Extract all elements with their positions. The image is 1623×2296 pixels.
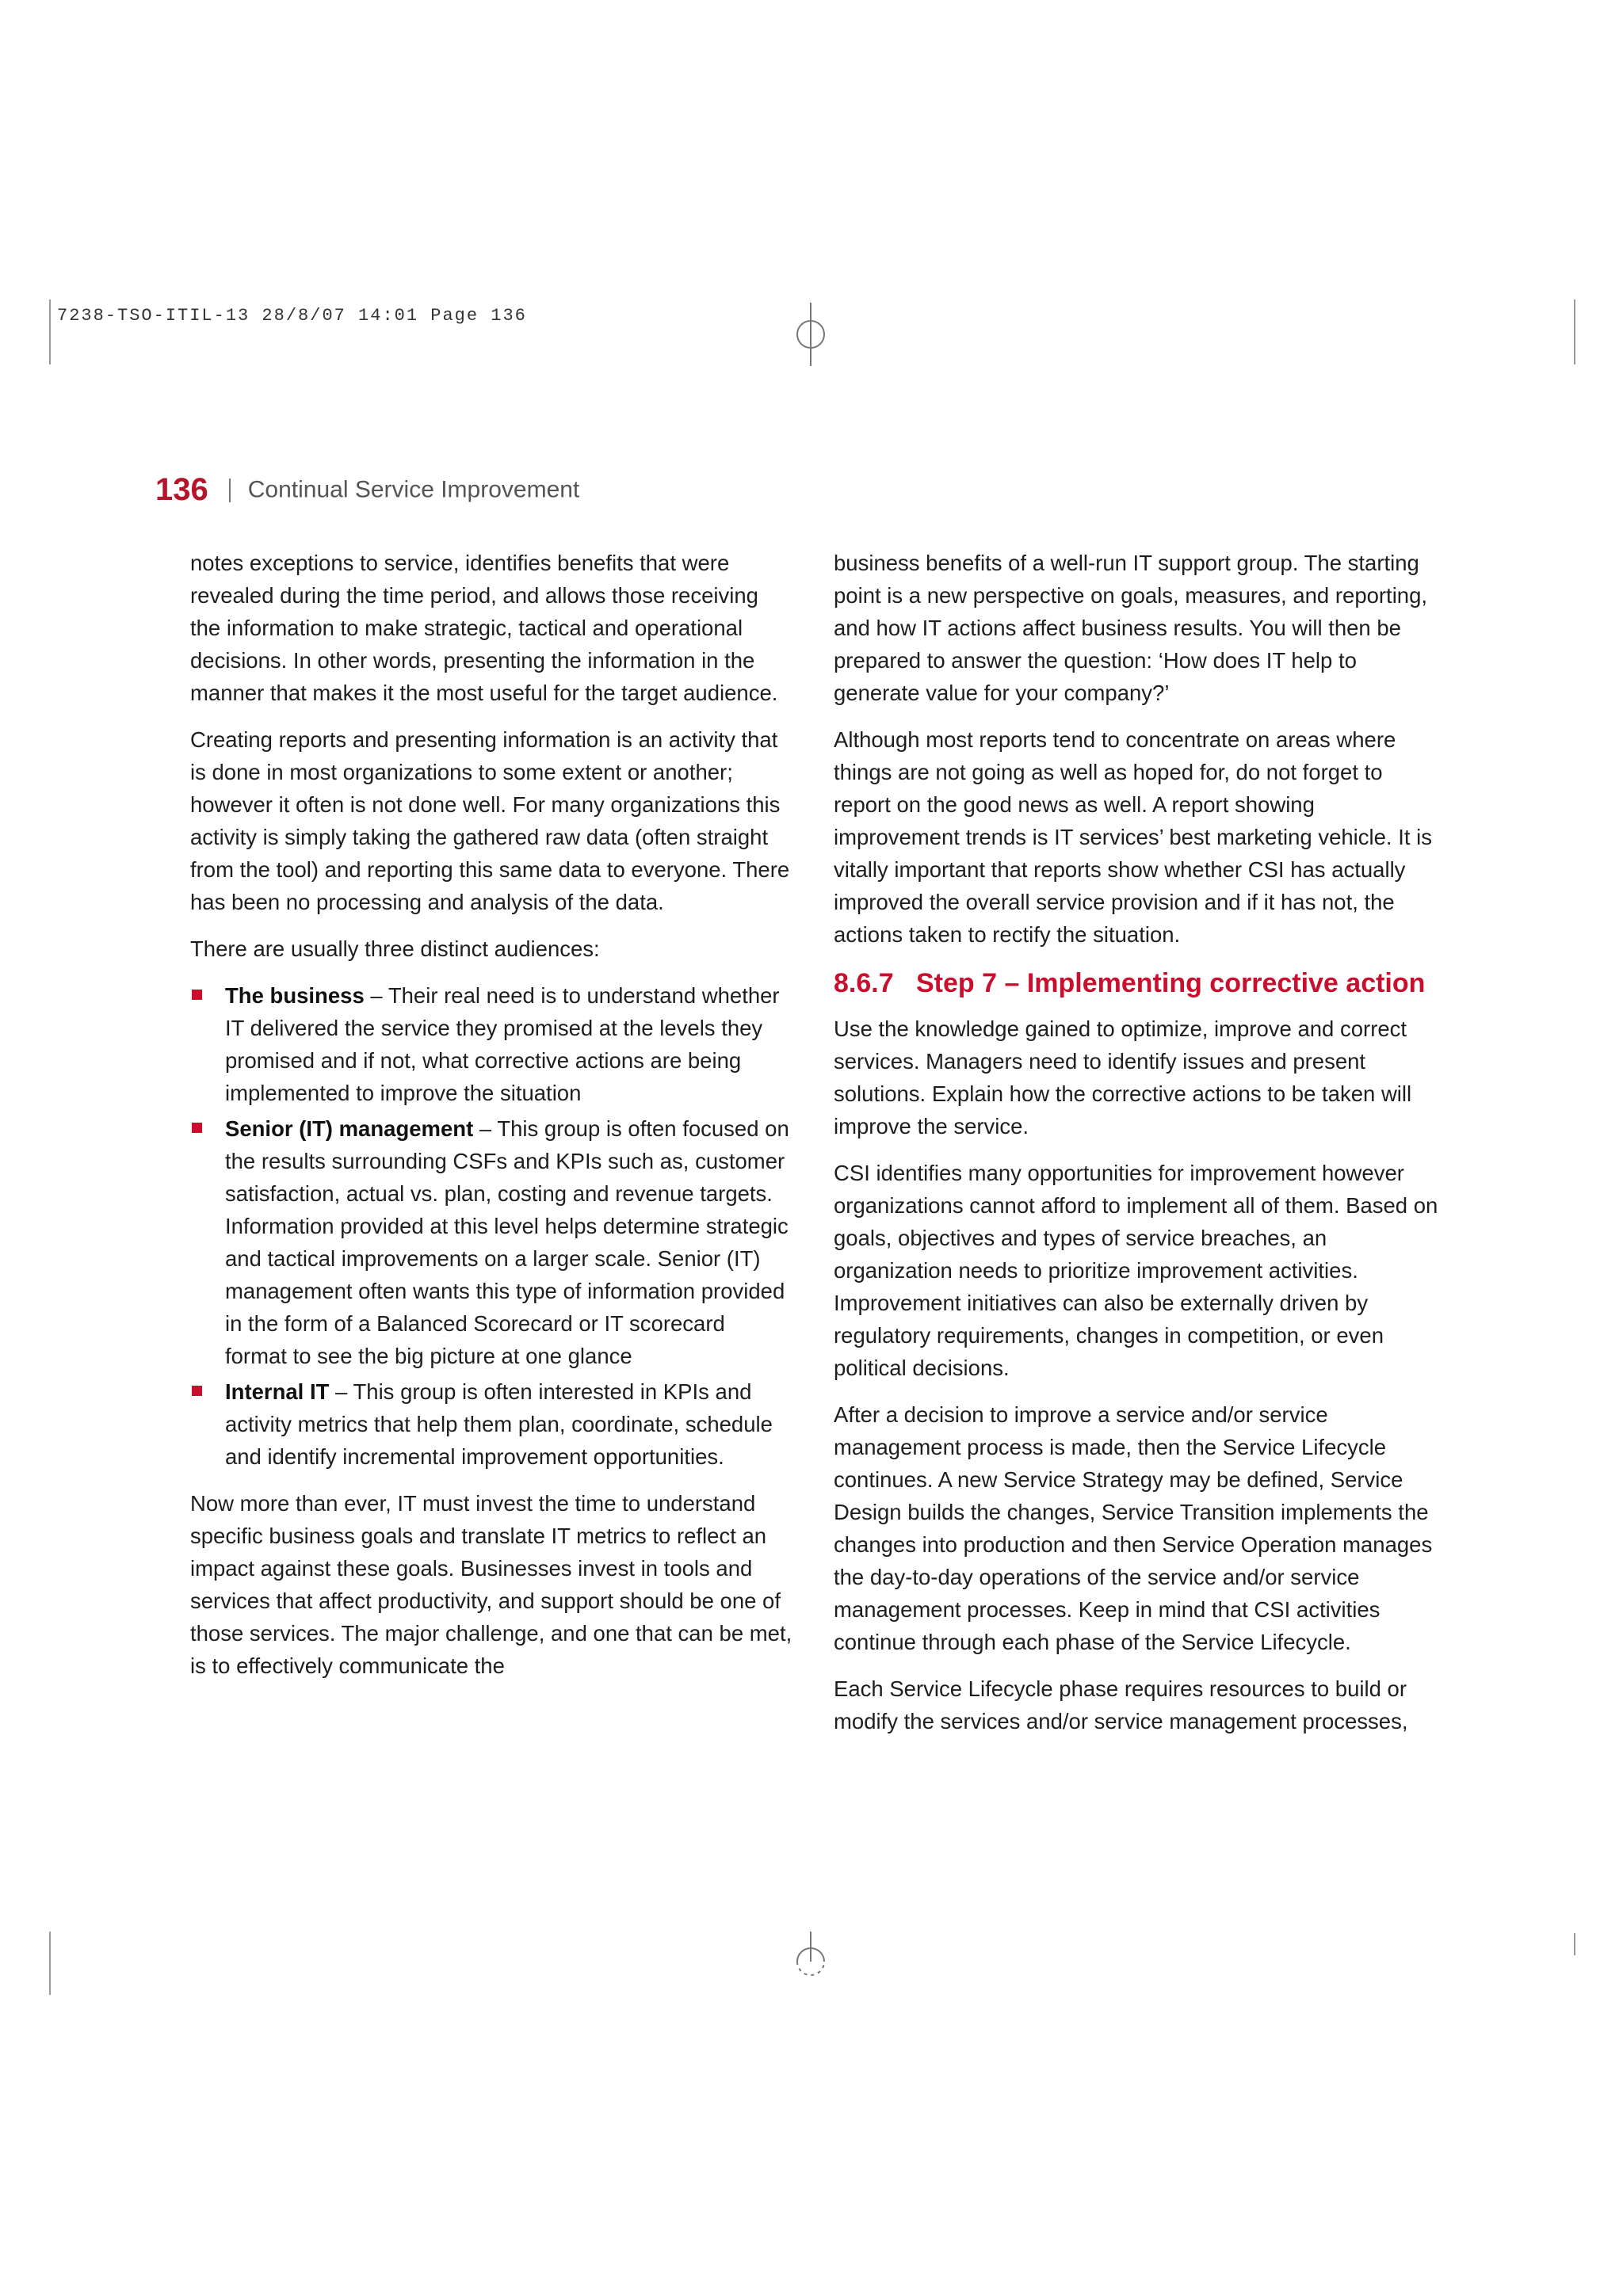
registration-mark-icon [791, 303, 831, 366]
list-item [190, 1375, 792, 1473]
list-item [190, 979, 792, 1109]
body-paragraph: Use the knowledge gained to optimize, improve and correct services. Managers need to identify issues and present solutions. Explain how the corrective actions to be taken will improve the service. [834, 1016, 1412, 1138]
list-item [190, 1112, 792, 1372]
body-paragraph: business benefits of a well-run IT support group. The starting point is a new perspective on goals, measures, and reporting, and how IT actions affect business results. You will then be prepared to answer the question: ‘How does IT help to generate value for your company?’ [834, 551, 1428, 705]
list-item-text: – This group is often focused on the results surrounding CSFs and KPIs such as, customer satisfaction, actual vs. plan, costing and revenue targets. Information provided at this level helps determine strategic and tactical improvements on a larger scale. Senior (IT) management often wants this type of information provided in the form of a Balanced Scorecard or IT scorecard format to see the big picture at one glance [225, 1116, 789, 1368]
body-paragraph: Creating reports and presenting information is an activity that is done in most organizations to some extent or another; however it often is not done well. For many organizations this activity is simply taking the gathered raw data (often straight from the tool) and reporting this same data to everyone. There has been no processing and analysis of the data. [190, 727, 790, 914]
list-item-text: – Their real need is to understand whether IT delivered the service they promised at the levels they promised and if not, what corrective actions are being implemented to improve the situation [225, 983, 780, 1105]
right-column [834, 547, 1442, 1752]
body-paragraph: Each Service Lifecycle phase requires resources to build or modify the services and/or service management processes, [834, 1676, 1408, 1733]
bullet-square-icon [192, 1386, 202, 1396]
section-heading-title: Step 7 – Implementing corrective action [916, 968, 1426, 998]
running-section-title: Continual Service Improvement [247, 476, 580, 503]
list-item-term: Internal IT [225, 1379, 330, 1404]
body-paragraph: There are usually three distinct audiences: [190, 936, 600, 961]
crop-mark-bottom-right [1574, 1933, 1575, 1955]
body-paragraph: CSI identifies many opportunities for improvement however organizations cannot afford to implement all of them. Based on goals, objectives and types of service breaches, an organization needs to prioritize improvement activities. Improvement initiatives can also be externally driven by regulatory requirements, changes in competition, or even political decisions. [834, 1161, 1438, 1380]
header-divider [229, 479, 231, 502]
list-item-term: The business [225, 983, 365, 1008]
audience-list [190, 979, 792, 1473]
left-column [190, 547, 792, 1696]
section-heading-number: 8.6.7 [834, 968, 894, 998]
list-item-text: – This group is often interested in KPIs and activity metrics that help them plan, coordinate, schedule and identify incremental improvement opportunities. [225, 1379, 773, 1469]
body-paragraph: After a decision to improve a service and/or service management process is made, then the Service Lifecycle continues. A new Service Strategy may be defined, Service Design builds the changes, Service Transition implements the changes into production and then Service Operation manages the day-to-day operations of the service and/or service management processes. Keep in mind that CSI activities continue through each phase of the Service Lifecycle. [834, 1402, 1433, 1654]
body-paragraph: Although most reports tend to concentrate on areas where things are not going as well as hoped for, do not forget to report on the good news as well. A report showing improvement trends is IT services’ best marketing vehicle. It is vitally important that reports show whether CSI has actually improved the overall service provision and if it has not, the actions taken to rectify the situation. [834, 727, 1432, 947]
running-header [155, 472, 579, 508]
crop-mark-bottom-left [49, 1932, 51, 1995]
body-paragraph: notes exceptions to service, identifies benefits that were revealed during the time period, and allows those receiving the information to make strategic, tactical and operational decisions. In other words, presenting the information in the manner that makes it the most useful for the target audience. [190, 551, 778, 705]
registration-mark-icon [791, 1932, 831, 1987]
body-paragraph: Now more than ever, IT must invest the time to understand specific business goals and translate IT metrics to reflect an impact against these goals. Businesses invest in tools and services that affect productivity, and support should be one of those services. The major challenge, and one that can be met, is to effectively communicate the [190, 1491, 792, 1678]
bullet-square-icon [192, 1123, 202, 1133]
section-heading [834, 965, 1442, 1001]
page-number: 136 [155, 472, 208, 507]
crop-mark-top-left [49, 299, 51, 364]
list-item-term: Senior (IT) management [225, 1116, 474, 1141]
bullet-square-icon [192, 990, 202, 1000]
print-slug: 7238-TSO-ITIL-13 28/8/07 14:01 Page 136 [57, 306, 527, 326]
crop-mark-top-right [1574, 299, 1575, 364]
